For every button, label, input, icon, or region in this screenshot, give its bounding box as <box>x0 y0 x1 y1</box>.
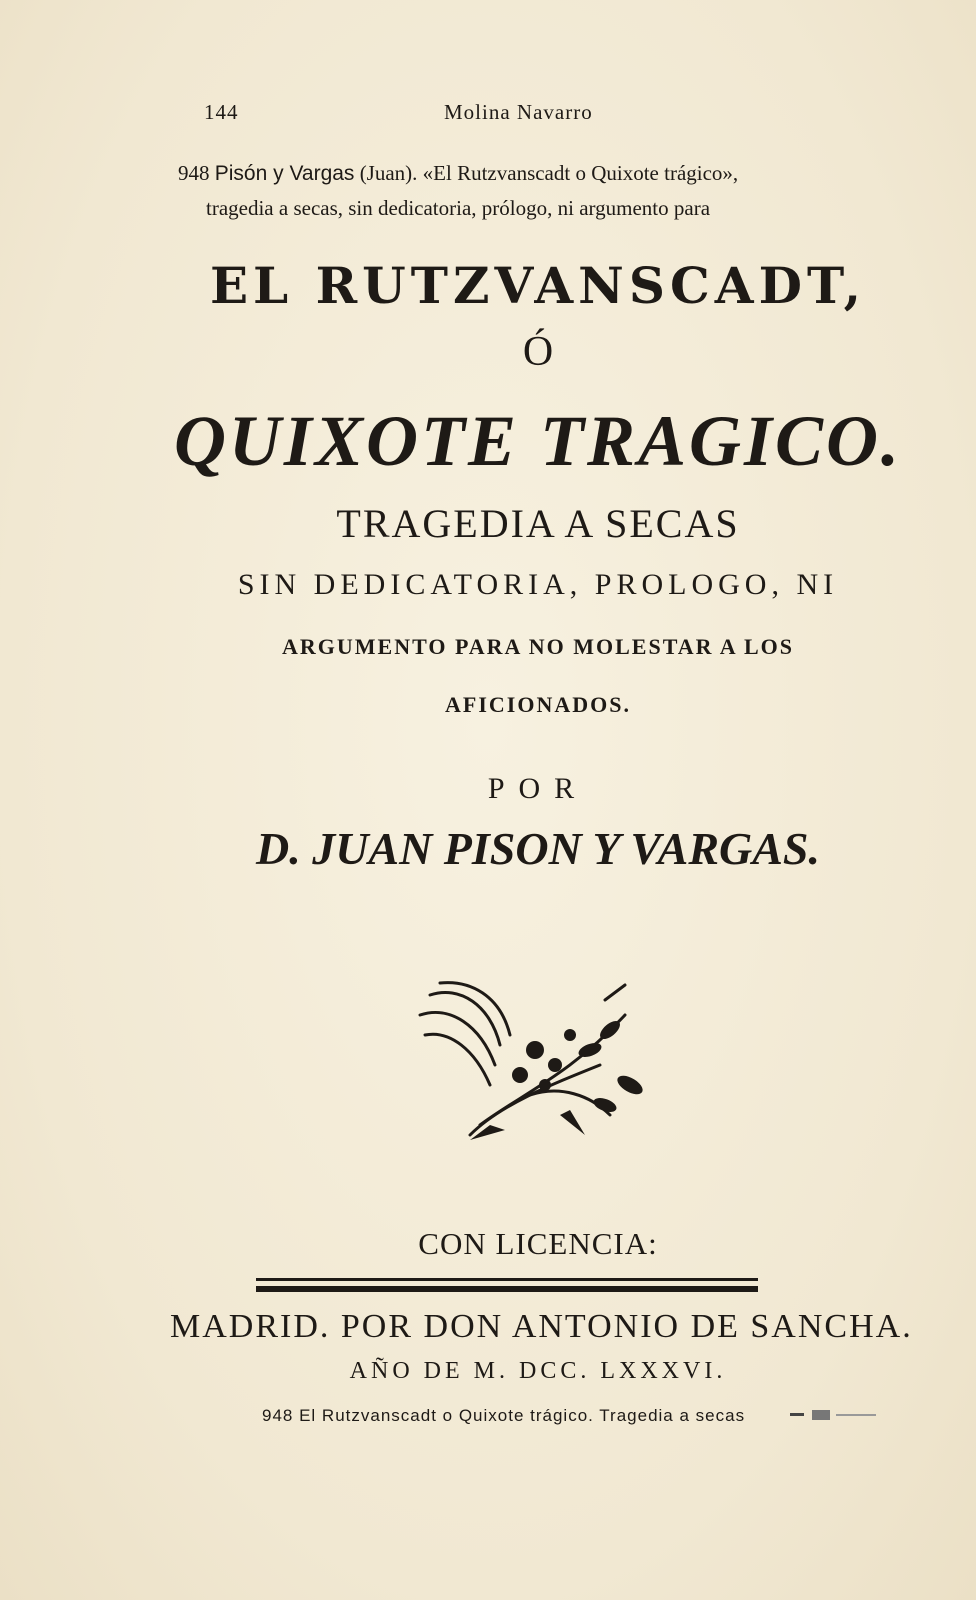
smudged-text-icon <box>790 1408 888 1422</box>
imprint-line: MADRID. POR DON ANTONIO DE SANCHA. <box>170 1308 913 1345</box>
floral-ornament-icon <box>410 975 650 1145</box>
title-author: D. JUAN PISON Y VARGAS. <box>255 823 821 874</box>
running-head: Molina Navarro <box>444 100 593 124</box>
entry-line2: tragedia a secas, sin dedicatoria, prólogo, ni argumento para <box>206 196 711 220</box>
entry-title: «El Rutzvanscadt o Quixote trágico», <box>422 161 739 185</box>
license-line: CON LICENCIA: <box>418 1226 658 1261</box>
divider-rule-thick <box>256 1286 758 1292</box>
imprint-year: AÑO DE M. DCC. LXXXVI. <box>349 1358 727 1384</box>
genre-line: TRAGEDIA A SECAS <box>336 501 740 546</box>
entry-number: 948 <box>178 161 210 185</box>
main-title: EL RUTZVANSCADT, <box>209 256 867 315</box>
title-conjunction: Ó <box>522 329 554 375</box>
page-number: 144 <box>204 100 239 124</box>
description-line-3: AFICIONADOS. <box>445 692 631 717</box>
by-line: POR <box>487 772 589 805</box>
entry-author-first: (Juan). <box>359 161 418 185</box>
catalog-entry <box>178 156 918 225</box>
divider-rule-thin <box>256 1278 758 1281</box>
entry-author: Pisón y Vargas <box>214 162 355 185</box>
subtitle: QUIXOTE TRAGICO. <box>173 401 903 481</box>
description-line-2: ARGUMENTO PARA NO MOLESTAR A LOS <box>281 634 794 659</box>
description-line-1: SIN DEDICATORIA, PROLOGO, NI <box>237 568 839 601</box>
figure-caption: 948 El Rutzvanscadt o Quixote trágico. Tragedia a secas <box>262 1406 746 1425</box>
